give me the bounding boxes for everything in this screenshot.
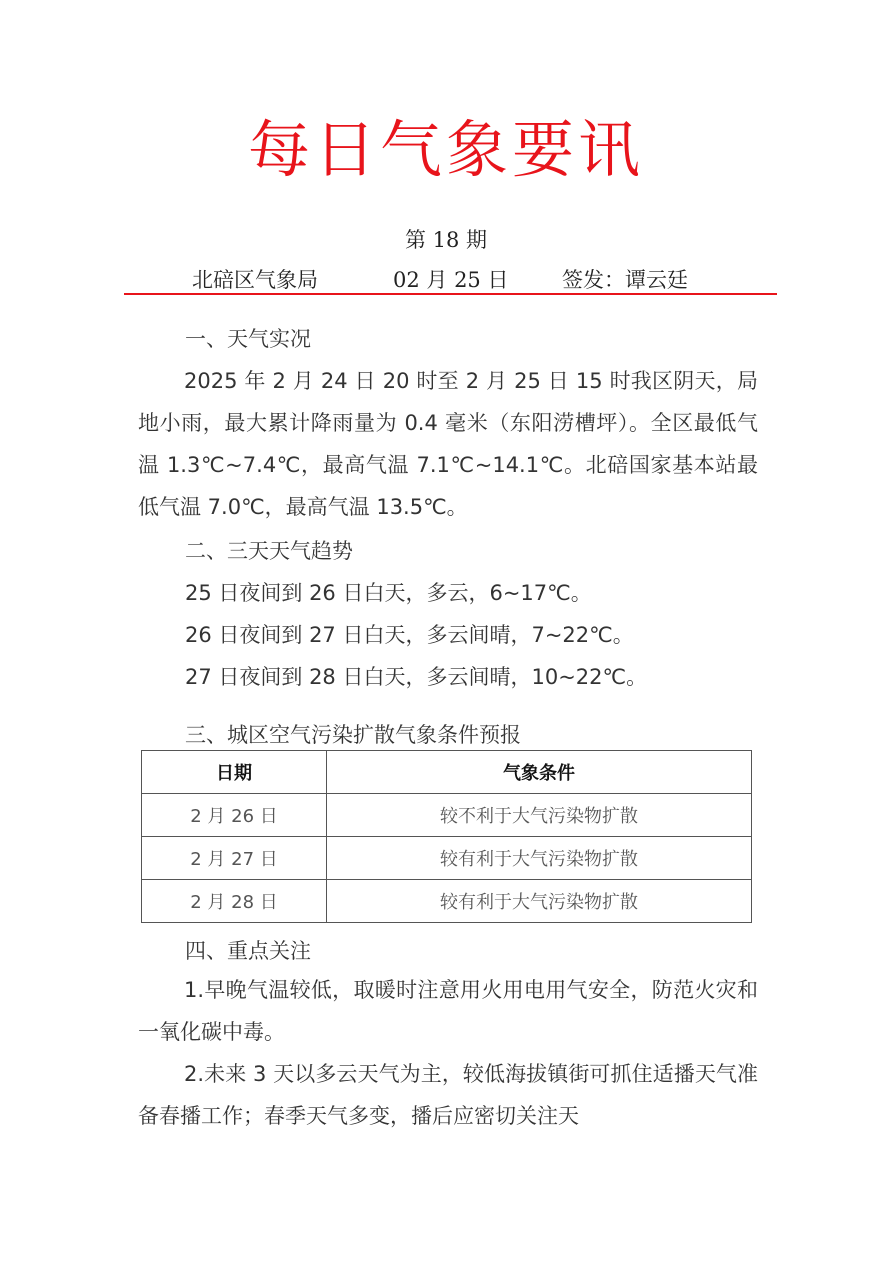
focus-item-1 — [138, 969, 758, 1053]
observation-paragraph — [138, 360, 758, 528]
table-header-row — [142, 751, 752, 794]
issuing-agency: 北碚区气象局 — [192, 268, 318, 292]
column-header-date: 日期 — [142, 751, 327, 794]
focus-item-1-text: 1.早晚气温较低，取暖时注意用火用电用气安全，防范火灾和一氧化碳中毒。 — [138, 978, 758, 1044]
trend-line: 27 日夜间到 28 日白天，多云间晴，10~22℃。 — [185, 665, 648, 689]
section-heading-air-quality: 三、城区空气污染扩散气象条件预报 — [185, 723, 521, 747]
section-heading-trend: 二、三天天气趋势 — [185, 539, 353, 563]
table-row — [142, 794, 752, 837]
document-title: 每日气象要讯 — [247, 113, 644, 186]
trend-line: 25 日夜间到 26 日白天，多云，6~17℃。 — [185, 581, 592, 605]
air-quality-table — [141, 750, 752, 923]
cell-condition: 较有利于大气污染物扩散 — [327, 837, 752, 880]
table-row — [142, 837, 752, 880]
cell-condition: 较有利于大气污染物扩散 — [327, 880, 752, 923]
cell-condition: 较不利于大气污染物扩散 — [327, 794, 752, 837]
cell-date: 2 月 27 日 — [142, 837, 327, 880]
cell-date: 2 月 26 日 — [142, 794, 327, 837]
section-heading-focus: 四、重点关注 — [185, 939, 311, 963]
focus-item-2 — [138, 1053, 758, 1137]
focus-item-2-text: 2.未来 3 天以多云天气为主，较低海拔镇街可抓住适播天气准备春播工作；春季天气多变，播后应密切关注天 — [138, 1062, 758, 1128]
section-heading-observation: 一、天气实况 — [185, 327, 311, 351]
issue-date: 02 月 25 日 — [393, 268, 509, 292]
issue-number: 第 18 期 — [404, 228, 488, 252]
cell-date: 2 月 28 日 — [142, 880, 327, 923]
header-divider — [124, 293, 777, 295]
observation-text: 2025 年 2 月 24 日 20 时至 2 月 25 日 15 时我区阴天，局地小雨，最大累计降雨量为 0.4 毫米（东阳涝槽坪）。全区最低气温 1.3℃~7.4℃，最高气温 7.1℃~14.1℃。北碚国家基本站最低气温 7.0℃，最高气温 13.5℃。 — [138, 369, 758, 519]
trend-line: 26 日夜间到 27 日白天，多云间晴，7~22℃。 — [185, 623, 634, 647]
table-row — [142, 880, 752, 923]
signer: 签发：谭云廷 — [562, 268, 688, 292]
column-header-condition: 气象条件 — [327, 751, 752, 794]
